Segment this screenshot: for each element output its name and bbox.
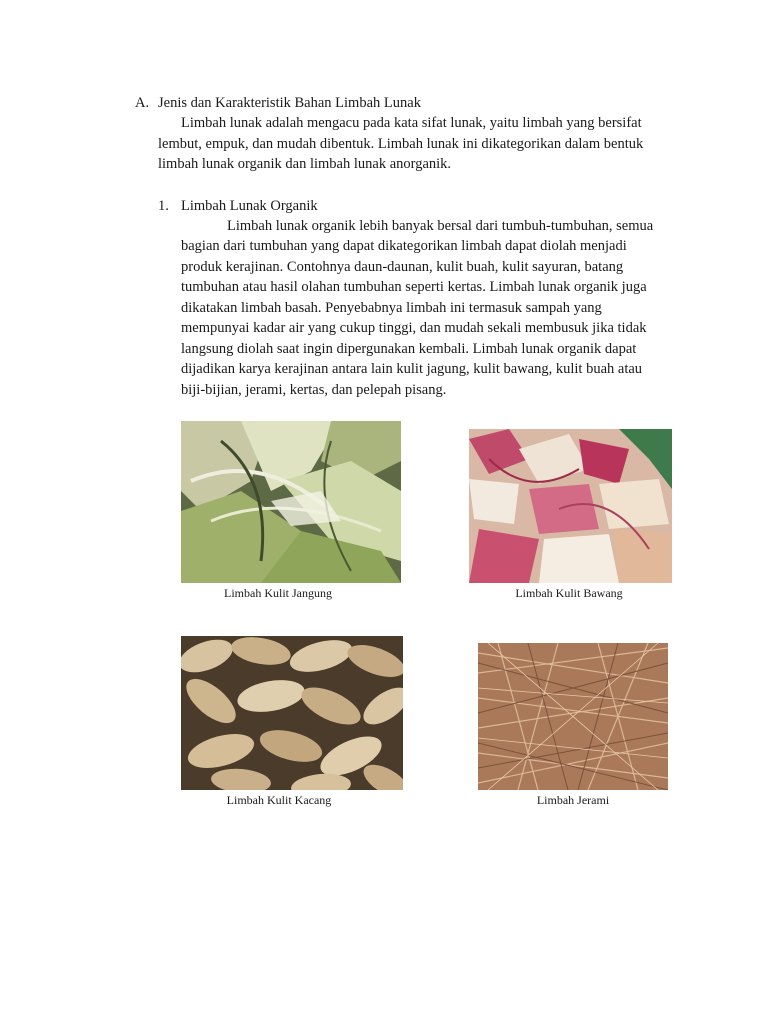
body-line-7: langsung diolah saat ingin dipergunakan kembali. Limbah lunak organik dapat <box>181 341 637 357</box>
body-line-9: biji-bijian, jerami, kertas, dan pelepah pisang. <box>181 382 447 398</box>
caption-onion-skin: Limbah Kulit Bawang <box>515 586 623 600</box>
body-line-3: produk kerajinan. Contohnya daun-daunan, kulit buah, kulit sayuran, batang <box>181 259 624 275</box>
peanut-shell-photo <box>181 636 403 790</box>
intro-line-3: limbah lunak organik dan limbah lunak anorganik. <box>158 156 452 172</box>
body-line-5: dikatakan limbah basah. Penyebabnya limbah ini termasuk sampah yang <box>181 300 602 316</box>
subsection-title: Limbah Lunak Organik <box>181 198 318 214</box>
onion-skin-photo <box>469 429 672 583</box>
intro-line-1: Limbah lunak adalah mengacu pada kata sifat lunak, yaitu limbah yang bersifat <box>181 115 642 131</box>
subsection-marker: 1. <box>158 198 169 214</box>
body-line-6: mempunyai kadar air yang cukup tinggi, dan mudah sekali membusuk jika tidak <box>181 320 647 336</box>
section-marker: A. <box>135 95 150 111</box>
body-line-2: bagian dari tumbuhan yang dapat dikategorikan limbah dapat diolah menjadi <box>181 238 627 254</box>
straw-photo <box>478 643 668 790</box>
caption-straw: Limbah Jerami <box>536 793 610 807</box>
caption-corn-husk: Limbah Kulit Jangung <box>224 586 332 600</box>
body-line-4: tumbuhan atau hasil olahan tumbuhan seperti kertas. Limbah lunak organik juga <box>181 279 647 295</box>
intro-line-2: lembut, empuk, dan mudah dibentuk. Limbah lunak ini dikategorikan dalam bentuk <box>158 136 644 152</box>
corn-husk-photo <box>181 421 401 583</box>
body-line-8: dijadikan karya kerajinan antara lain kulit jagung, kulit bawang, kulit buah atau <box>181 361 643 377</box>
caption-peanut-shell: Limbah Kulit Kacang <box>226 793 332 807</box>
body-line-1: Limbah lunak organik lebih banyak bersal dari tumbuh-tumbuhan, semua <box>227 218 654 234</box>
section-title: Jenis dan Karakteristik Bahan Limbah Lunak <box>158 95 421 111</box>
